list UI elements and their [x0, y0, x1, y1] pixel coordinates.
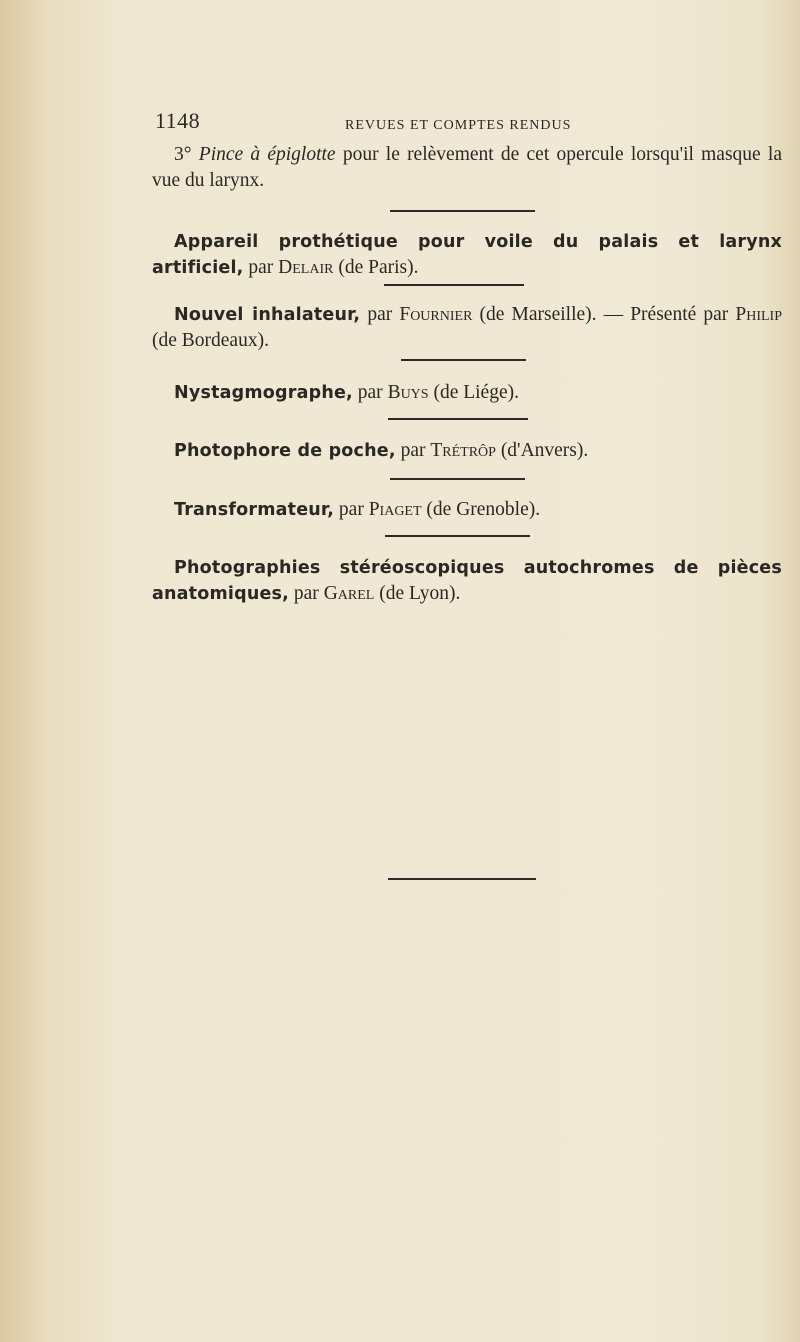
entry-place: (de Grenoble). [421, 499, 541, 520]
entry-place: (de Lyon). [374, 583, 461, 604]
entry-title: Photophore de poche, [174, 441, 396, 461]
entry-title: Transformateur, [174, 500, 335, 520]
entry-photographies [152, 555, 782, 607]
entry-title: Nystagmographe, [174, 383, 353, 403]
entry-par: par [289, 583, 324, 604]
entry-author: Piaget [368, 499, 422, 520]
entry-title: Nouvel inhalateur, [174, 305, 361, 325]
entry-pince [152, 142, 782, 194]
separator-rule [384, 284, 524, 286]
separator-rule [390, 210, 535, 212]
entry-title: Photographies stéréoscopiques autochromes de pièces anatomiques, [152, 558, 782, 604]
entry-par: par [334, 499, 369, 520]
entry-place-2: (de Bordeaux). [152, 330, 269, 351]
entry-author: Trétrôp [430, 440, 496, 461]
page-number: 1148 [155, 108, 201, 133]
separator-rule [385, 535, 530, 537]
entry-number: 3° [174, 144, 192, 165]
entry-place: (d'Anvers). [495, 440, 589, 461]
entry-author: Garel [323, 583, 375, 604]
entry-appareil [152, 229, 782, 281]
entry-par: par [352, 382, 388, 403]
entry-place: (de Marseille). — Présenté par [472, 304, 736, 325]
end-rule [388, 878, 536, 880]
running-head: REVUES ET COMPTES RENDUS [345, 118, 572, 133]
entry-inhalateur [152, 302, 782, 354]
page-header [155, 108, 780, 142]
entry-nystagmographe [152, 380, 782, 406]
entry-par: par [395, 440, 431, 461]
entry-place: (de Liége). [428, 382, 519, 403]
entry-author: Fournier [399, 304, 473, 325]
entry-text: pour le relèvement de cet opercule lorsqu'il masque la vue du larynx. [152, 144, 782, 191]
separator-rule [388, 418, 528, 420]
entry-place: (de Paris). [333, 257, 419, 278]
entry-author: Buys [387, 382, 429, 403]
entry-par: par [360, 304, 400, 325]
entry-italic-title: Pince à épiglotte [198, 144, 336, 165]
separator-rule [390, 478, 525, 480]
separator-rule [401, 359, 526, 361]
entry-title: Appareil prothétique pour voile du palais et larynx artificiel, [152, 232, 782, 278]
entry-author-2: Philip [735, 304, 782, 325]
entry-photophore [152, 438, 782, 464]
entry-transformateur [152, 497, 782, 523]
entry-par: par [243, 257, 279, 278]
entry-author: Delair [278, 257, 334, 278]
